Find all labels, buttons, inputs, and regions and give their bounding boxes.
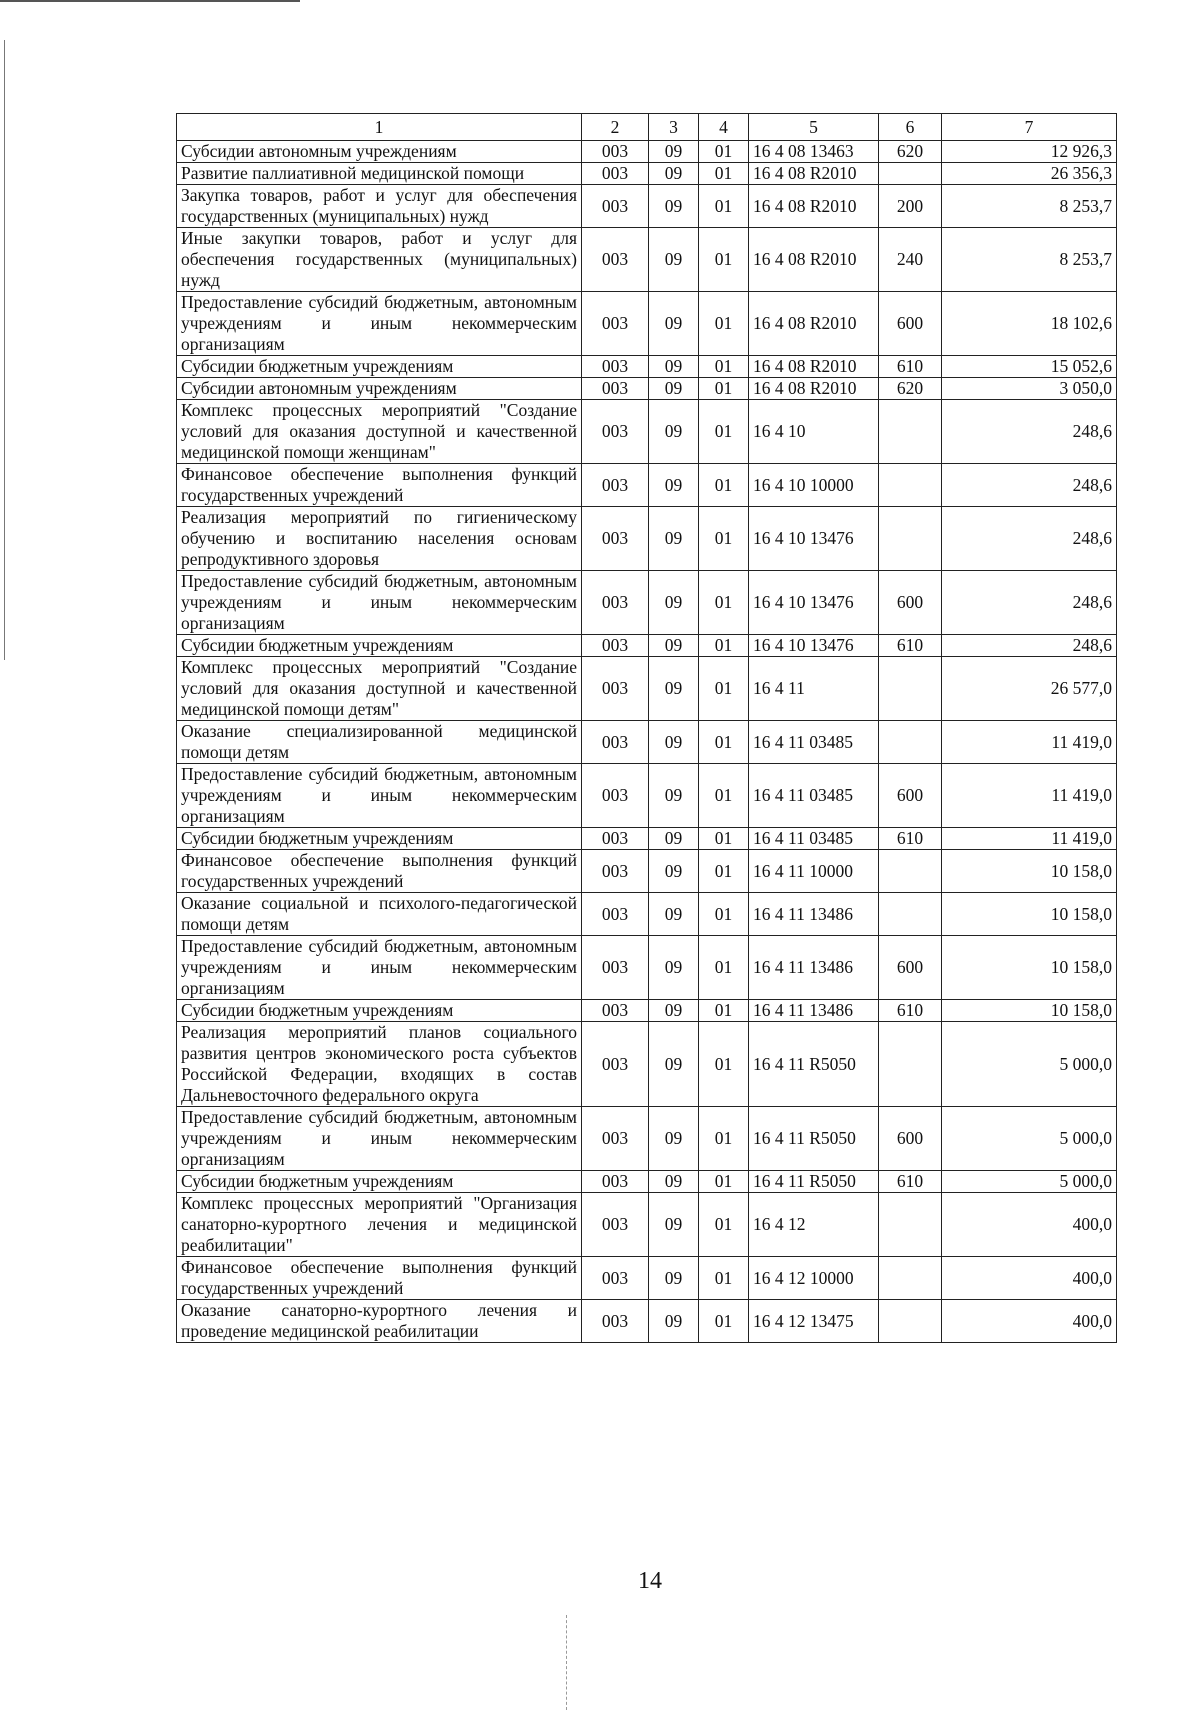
row-name-cell: Оказание специализированной медицинской помощи детям [177, 721, 582, 764]
row-col4-cell: 01 [699, 828, 749, 850]
row-code-cell: 16 4 10 13476 [749, 507, 879, 571]
row-col2-cell: 003 [582, 828, 649, 850]
row-col6-cell: 610 [879, 828, 942, 850]
row-col6-cell: 200 [879, 185, 942, 228]
table-row [177, 400, 1117, 464]
row-name-cell: Субсидии автономным учреждениям [177, 378, 582, 400]
row-name-cell: Реализация мероприятий планов социального развития центров экономического роста субъектов Российской Федерации, входящих в состав Дальневосточного федерального округа [177, 1022, 582, 1107]
row-name-cell: Финансовое обеспечение выполнения функций государственных учреждений [177, 1257, 582, 1300]
row-col3-cell: 09 [649, 1257, 699, 1300]
row-col4-cell: 01 [699, 1107, 749, 1171]
row-code-cell: 16 4 08 R2010 [749, 163, 879, 185]
row-col6-cell [879, 163, 942, 185]
row-col2-cell: 003 [582, 1257, 649, 1300]
table-row [177, 571, 1117, 635]
row-col3-cell: 09 [649, 464, 699, 507]
table-row [177, 721, 1117, 764]
header-col-1: 1 [177, 114, 582, 141]
row-col3-cell: 09 [649, 1193, 699, 1257]
row-col6-cell: 600 [879, 936, 942, 1000]
row-amount-cell: 10 158,0 [942, 893, 1117, 936]
row-code-cell: 16 4 08 R2010 [749, 356, 879, 378]
row-col2-cell: 003 [582, 400, 649, 464]
table-row [177, 764, 1117, 828]
row-code-cell: 16 4 08 R2010 [749, 292, 879, 356]
row-col2-cell: 003 [582, 1300, 649, 1343]
row-col6-cell: 600 [879, 764, 942, 828]
row-code-cell: 16 4 11 03485 [749, 764, 879, 828]
row-col2-cell: 003 [582, 1000, 649, 1022]
row-col2-cell: 003 [582, 507, 649, 571]
header-col-6: 6 [879, 114, 942, 141]
table-row [177, 1193, 1117, 1257]
row-col3-cell: 09 [649, 228, 699, 292]
row-col2-cell: 003 [582, 764, 649, 828]
table-body [177, 141, 1117, 1343]
row-col4-cell: 01 [699, 721, 749, 764]
row-name-cell: Субсидии бюджетным учреждениям [177, 1171, 582, 1193]
row-amount-cell: 248,6 [942, 635, 1117, 657]
row-amount-cell: 248,6 [942, 400, 1117, 464]
row-code-cell: 16 4 11 [749, 657, 879, 721]
row-col4-cell: 01 [699, 228, 749, 292]
row-col3-cell: 09 [649, 185, 699, 228]
row-name-cell: Субсидии бюджетным учреждениям [177, 635, 582, 657]
row-amount-cell: 3 050,0 [942, 378, 1117, 400]
row-col2-cell: 003 [582, 228, 649, 292]
row-code-cell: 16 4 11 R5050 [749, 1171, 879, 1193]
row-col6-cell [879, 1300, 942, 1343]
row-col3-cell: 09 [649, 1107, 699, 1171]
row-col4-cell: 01 [699, 378, 749, 400]
row-col4-cell: 01 [699, 1000, 749, 1022]
row-name-cell: Предоставление субсидий бюджетным, автономным учреждениям и иным некоммерческим организациям [177, 571, 582, 635]
row-amount-cell: 400,0 [942, 1193, 1117, 1257]
row-amount-cell: 248,6 [942, 571, 1117, 635]
row-col3-cell: 09 [649, 1300, 699, 1343]
row-col2-cell: 003 [582, 893, 649, 936]
row-amount-cell: 8 253,7 [942, 185, 1117, 228]
row-code-cell: 16 4 11 13486 [749, 1000, 879, 1022]
row-amount-cell: 8 253,7 [942, 228, 1117, 292]
header-col-3: 3 [649, 114, 699, 141]
row-amount-cell: 400,0 [942, 1300, 1117, 1343]
row-col6-cell: 610 [879, 1000, 942, 1022]
row-col6-cell [879, 464, 942, 507]
row-name-cell: Оказание санаторно-курортного лечения и проведение медицинской реабилитации [177, 1300, 582, 1343]
row-code-cell: 16 4 11 10000 [749, 850, 879, 893]
row-name-cell: Финансовое обеспечение выполнения функций государственных учреждений [177, 850, 582, 893]
row-name-cell: Субсидии бюджетным учреждениям [177, 356, 582, 378]
row-col4-cell: 01 [699, 141, 749, 163]
row-amount-cell: 10 158,0 [942, 850, 1117, 893]
row-code-cell: 16 4 11 03485 [749, 721, 879, 764]
row-amount-cell: 248,6 [942, 507, 1117, 571]
row-col3-cell: 09 [649, 571, 699, 635]
table-row [177, 507, 1117, 571]
row-code-cell: 16 4 11 03485 [749, 828, 879, 850]
row-col3-cell: 09 [649, 764, 699, 828]
row-amount-cell: 5 000,0 [942, 1107, 1117, 1171]
row-name-cell: Закупка товаров, работ и услуг для обеспечения государственных (муниципальных) нужд [177, 185, 582, 228]
row-amount-cell: 5 000,0 [942, 1022, 1117, 1107]
table-row [177, 292, 1117, 356]
row-col3-cell: 09 [649, 936, 699, 1000]
row-code-cell: 16 4 10 10000 [749, 464, 879, 507]
row-code-cell: 16 4 08 R2010 [749, 185, 879, 228]
row-code-cell: 16 4 08 13463 [749, 141, 879, 163]
row-col2-cell: 003 [582, 850, 649, 893]
scan-edge-line [0, 0, 300, 2]
row-col4-cell: 01 [699, 356, 749, 378]
row-name-cell: Предоставление субсидий бюджетным, автономным учреждениям и иным некоммерческим организациям [177, 292, 582, 356]
table-row [177, 1022, 1117, 1107]
table-row [177, 1300, 1117, 1343]
row-name-cell: Субсидии бюджетным учреждениям [177, 1000, 582, 1022]
row-col4-cell: 01 [699, 1193, 749, 1257]
table-row [177, 464, 1117, 507]
row-col4-cell: 01 [699, 1022, 749, 1107]
row-name-cell: Комплекс процессных мероприятий "Создание условий для оказания доступной и качественной медицинской помощи женщинам" [177, 400, 582, 464]
row-col6-cell [879, 507, 942, 571]
row-col4-cell: 01 [699, 1171, 749, 1193]
row-col3-cell: 09 [649, 356, 699, 378]
table-row [177, 141, 1117, 163]
row-col2-cell: 003 [582, 185, 649, 228]
row-amount-cell: 26 356,3 [942, 163, 1117, 185]
row-col4-cell: 01 [699, 185, 749, 228]
row-col4-cell: 01 [699, 764, 749, 828]
row-col6-cell: 600 [879, 571, 942, 635]
row-col6-cell: 620 [879, 141, 942, 163]
row-col2-cell: 003 [582, 571, 649, 635]
row-name-cell: Предоставление субсидий бюджетным, автономным учреждениям и иным некоммерческим организациям [177, 936, 582, 1000]
row-col6-cell [879, 400, 942, 464]
row-name-cell: Предоставление субсидий бюджетным, автономным учреждениям и иным некоммерческим организациям [177, 1107, 582, 1171]
row-code-cell: 16 4 11 R5050 [749, 1107, 879, 1171]
row-col6-cell: 610 [879, 635, 942, 657]
row-name-cell: Субсидии автономным учреждениям [177, 141, 582, 163]
row-amount-cell: 11 419,0 [942, 721, 1117, 764]
table-row [177, 1107, 1117, 1171]
row-amount-cell: 248,6 [942, 464, 1117, 507]
table-row [177, 228, 1117, 292]
row-col3-cell: 09 [649, 1000, 699, 1022]
row-col4-cell: 01 [699, 400, 749, 464]
row-col2-cell: 003 [582, 1022, 649, 1107]
table-row [177, 1000, 1117, 1022]
row-col3-cell: 09 [649, 1022, 699, 1107]
row-col2-cell: 003 [582, 141, 649, 163]
row-col6-cell [879, 893, 942, 936]
row-code-cell: 16 4 08 R2010 [749, 228, 879, 292]
row-col2-cell: 003 [582, 1107, 649, 1171]
header-col-7: 7 [942, 114, 1117, 141]
header-col-5: 5 [749, 114, 879, 141]
page-number: 14 [638, 1568, 662, 1594]
row-col3-cell: 09 [649, 400, 699, 464]
budget-table [176, 113, 1117, 1343]
row-code-cell: 16 4 11 13486 [749, 893, 879, 936]
row-amount-cell: 15 052,6 [942, 356, 1117, 378]
row-col6-cell: 610 [879, 1171, 942, 1193]
row-name-cell: Комплекс процессных мероприятий "Создание условий для оказания доступной и качественной медицинской помощи детям" [177, 657, 582, 721]
row-col6-cell [879, 1257, 942, 1300]
row-name-cell: Оказание социальной и психолого-педагогической помощи детям [177, 893, 582, 936]
row-col2-cell: 003 [582, 464, 649, 507]
table-row [177, 936, 1117, 1000]
row-col4-cell: 01 [699, 936, 749, 1000]
table-row [177, 893, 1117, 936]
row-col4-cell: 01 [699, 292, 749, 356]
table-header-row [177, 114, 1117, 141]
row-col2-cell: 003 [582, 657, 649, 721]
row-code-cell: 16 4 10 13476 [749, 571, 879, 635]
row-name-cell: Реализация мероприятий по гигиеническому обучению и воспитанию населения основам репродуктивного здоровья [177, 507, 582, 571]
row-amount-cell: 10 158,0 [942, 1000, 1117, 1022]
row-col2-cell: 003 [582, 1193, 649, 1257]
row-col6-cell: 600 [879, 1107, 942, 1171]
row-amount-cell: 5 000,0 [942, 1171, 1117, 1193]
row-code-cell: 16 4 11 R5050 [749, 1022, 879, 1107]
row-name-cell: Комплекс процессных мероприятий "Организация санаторно-курортного лечения и медицинской реабилитации" [177, 1193, 582, 1257]
table-row [177, 356, 1117, 378]
row-col2-cell: 003 [582, 378, 649, 400]
row-col4-cell: 01 [699, 893, 749, 936]
row-col3-cell: 09 [649, 292, 699, 356]
row-amount-cell: 18 102,6 [942, 292, 1117, 356]
row-name-cell: Финансовое обеспечение выполнения функций государственных учреждений [177, 464, 582, 507]
row-col6-cell: 600 [879, 292, 942, 356]
row-col6-cell [879, 1022, 942, 1107]
table-row [177, 1171, 1117, 1193]
row-col3-cell: 09 [649, 507, 699, 571]
row-amount-cell: 11 419,0 [942, 764, 1117, 828]
row-col3-cell: 09 [649, 828, 699, 850]
row-col4-cell: 01 [699, 507, 749, 571]
row-col3-cell: 09 [649, 850, 699, 893]
row-col6-cell [879, 850, 942, 893]
table-row [177, 1257, 1117, 1300]
row-col2-cell: 003 [582, 936, 649, 1000]
row-col2-cell: 003 [582, 635, 649, 657]
table-row [177, 635, 1117, 657]
row-col6-cell [879, 1193, 942, 1257]
header-col-2: 2 [582, 114, 649, 141]
header-col-4: 4 [699, 114, 749, 141]
row-amount-cell: 26 577,0 [942, 657, 1117, 721]
row-col3-cell: 09 [649, 1171, 699, 1193]
row-col4-cell: 01 [699, 1300, 749, 1343]
table-row [177, 828, 1117, 850]
row-code-cell: 16 4 12 13475 [749, 1300, 879, 1343]
row-code-cell: 16 4 11 13486 [749, 936, 879, 1000]
row-amount-cell: 400,0 [942, 1257, 1117, 1300]
table-row [177, 185, 1117, 228]
scan-margin-line [4, 40, 5, 660]
row-name-cell: Предоставление субсидий бюджетным, автономным учреждениям и иным некоммерческим организациям [177, 764, 582, 828]
row-code-cell: 16 4 08 R2010 [749, 378, 879, 400]
row-code-cell: 16 4 12 10000 [749, 1257, 879, 1300]
row-col2-cell: 003 [582, 721, 649, 764]
row-col4-cell: 01 [699, 464, 749, 507]
row-col4-cell: 01 [699, 1257, 749, 1300]
row-code-cell: 16 4 10 13476 [749, 635, 879, 657]
row-col4-cell: 01 [699, 657, 749, 721]
row-col3-cell: 09 [649, 657, 699, 721]
row-col2-cell: 003 [582, 292, 649, 356]
row-col6-cell [879, 721, 942, 764]
row-col4-cell: 01 [699, 850, 749, 893]
row-code-cell: 16 4 10 [749, 400, 879, 464]
row-col3-cell: 09 [649, 163, 699, 185]
row-name-cell: Иные закупки товаров, работ и услуг для обеспечения государственных (муниципальных) нужд [177, 228, 582, 292]
row-col3-cell: 09 [649, 635, 699, 657]
row-col2-cell: 003 [582, 1171, 649, 1193]
row-name-cell: Субсидии бюджетным учреждениям [177, 828, 582, 850]
table-row [177, 657, 1117, 721]
row-code-cell: 16 4 12 [749, 1193, 879, 1257]
row-name-cell: Развитие паллиативной медицинской помощи [177, 163, 582, 185]
row-col3-cell: 09 [649, 141, 699, 163]
table-row [177, 163, 1117, 185]
row-col3-cell: 09 [649, 378, 699, 400]
row-col6-cell: 620 [879, 378, 942, 400]
row-col2-cell: 003 [582, 163, 649, 185]
row-amount-cell: 12 926,3 [942, 141, 1117, 163]
scan-dash-mark [566, 1615, 568, 1710]
row-col2-cell: 003 [582, 356, 649, 378]
table-row [177, 378, 1117, 400]
row-col6-cell: 610 [879, 356, 942, 378]
row-col3-cell: 09 [649, 721, 699, 764]
row-col4-cell: 01 [699, 635, 749, 657]
row-amount-cell: 11 419,0 [942, 828, 1117, 850]
table-row [177, 850, 1117, 893]
row-col6-cell: 240 [879, 228, 942, 292]
row-amount-cell: 10 158,0 [942, 936, 1117, 1000]
row-col3-cell: 09 [649, 893, 699, 936]
row-col4-cell: 01 [699, 571, 749, 635]
row-col6-cell [879, 657, 942, 721]
row-col4-cell: 01 [699, 163, 749, 185]
